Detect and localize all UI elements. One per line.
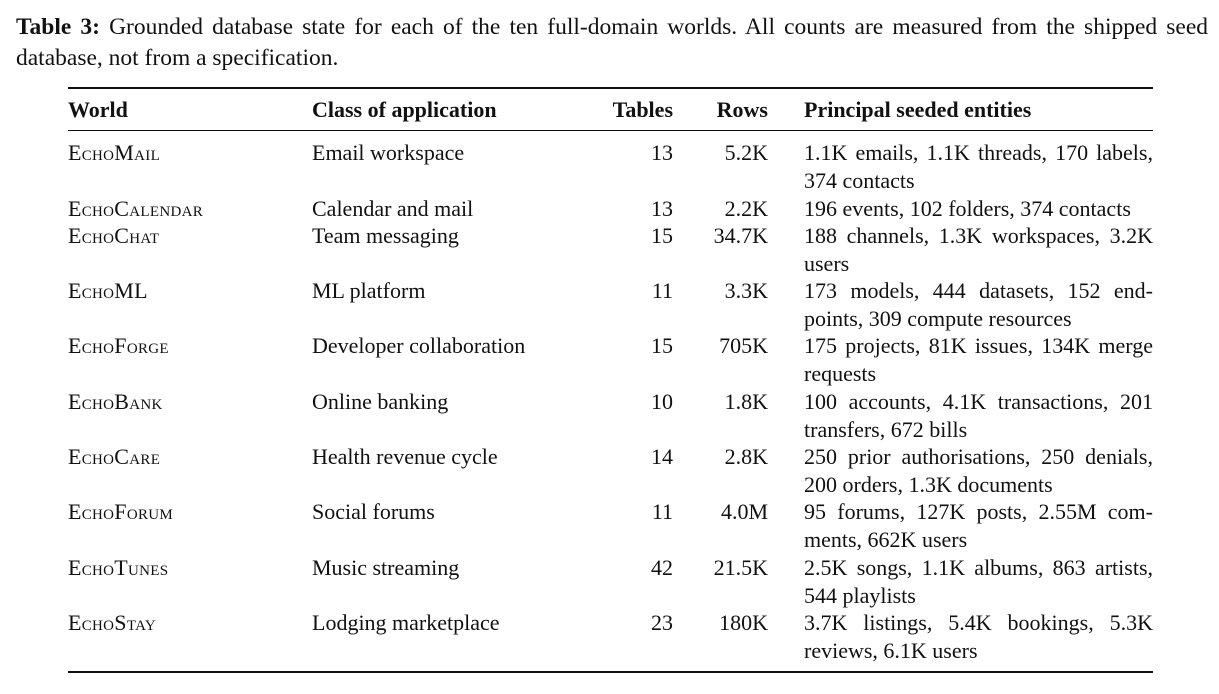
table-count: 14 [651, 444, 673, 469]
row-count: 180K [719, 610, 768, 635]
world-name: EchoStay [68, 610, 156, 635]
header-tables: Tables [612, 97, 673, 122]
header-world: World [68, 97, 128, 122]
table-count: 42 [651, 555, 673, 580]
row-count: 5.2K [724, 140, 768, 165]
application-class: Lodging marketplace [312, 610, 500, 635]
application-class: Calendar and mail [312, 196, 474, 221]
seeded-entities: 188 channels, 1.3K workspaces, 3.2K users [804, 223, 1153, 276]
table-count: 10 [651, 389, 673, 414]
row-count: 1.8K [724, 389, 768, 414]
row-count: 4.0M [720, 499, 768, 524]
application-class: Email workspace [312, 140, 465, 165]
row-count: 705K [719, 333, 768, 358]
application-class: Online banking [312, 389, 449, 414]
table-count: 15 [651, 333, 673, 358]
table-count: 13 [651, 140, 673, 165]
application-class: Social forums [312, 499, 435, 524]
row-count: 3.3K [724, 278, 768, 303]
application-class: ML platform [312, 278, 426, 303]
header-rows: Rows [716, 97, 768, 122]
world-name: EchoForge [68, 333, 169, 358]
world-name: EchoCare [68, 444, 161, 469]
application-class: Developer collaboration [312, 333, 526, 358]
table-header-rule [68, 130, 1153, 131]
seeded-entities: 100 accounts, 4.1K transactions, 201 transfers, 672 bills [804, 389, 1153, 442]
seeded-entities: 196 events, 102 folders, 374 contacts [804, 196, 1131, 221]
table-count: 11 [651, 278, 673, 303]
world-name: EchoCalendar [68, 196, 204, 221]
seeded-entities: 250 prior authorisations, 250 denials, 200 orders, 1.3K documents [804, 444, 1153, 497]
caption-label: Table 3: [16, 14, 100, 40]
world-name: EchoTunes [68, 555, 169, 580]
caption-text: Grounded database state for each of the ten full-domain worlds. All counts are measured from the shipped seed database, not from a specification. [16, 14, 1209, 71]
application-class: Team messaging [312, 223, 459, 248]
header-entities: Principal seeded entities [804, 97, 1032, 122]
row-count: 34.7K [713, 223, 768, 248]
world-name: EchoBank [68, 389, 163, 414]
table-caption [16, 12, 1208, 74]
seeded-entities: 1.1K emails, 1.1K threads, 170 labels, 374 contacts [804, 140, 1153, 193]
row-count: 2.2K [724, 196, 768, 221]
header-class: Class of application [312, 97, 497, 122]
application-class: Health revenue cycle [312, 444, 498, 469]
table-count: 13 [651, 196, 673, 221]
row-count: 2.8K [724, 444, 768, 469]
seeded-entities: 2.5K songs, 1.1K albums, 863 artists, 544 playlists [804, 555, 1153, 608]
table-count: 23 [651, 610, 673, 635]
seeded-entities: 3.7K listings, 5.4K bookings, 5.3K reviews, 6.1K users [804, 610, 1153, 663]
seeded-entities: 175 projects, 81K issues, 134K merge requests [804, 333, 1153, 386]
world-name: EchoChat [68, 223, 160, 248]
row-count: 21.5K [713, 555, 768, 580]
table-count: 15 [651, 223, 673, 248]
table-top-rule [68, 87, 1153, 89]
application-class: Music streaming [312, 555, 460, 580]
table-count: 11 [651, 499, 673, 524]
seeded-entities: 95 forums, 127K posts, 2.55M comments, 662K users [804, 499, 1153, 552]
seeded-entities: 173 models, 444 datasets, 152 endpoints, 309 compute resources [804, 278, 1153, 331]
table-bottom-rule [68, 671, 1153, 673]
world-name: EchoML [68, 278, 148, 303]
world-name: EchoForum [68, 499, 174, 524]
world-name: EchoMail [68, 140, 161, 165]
